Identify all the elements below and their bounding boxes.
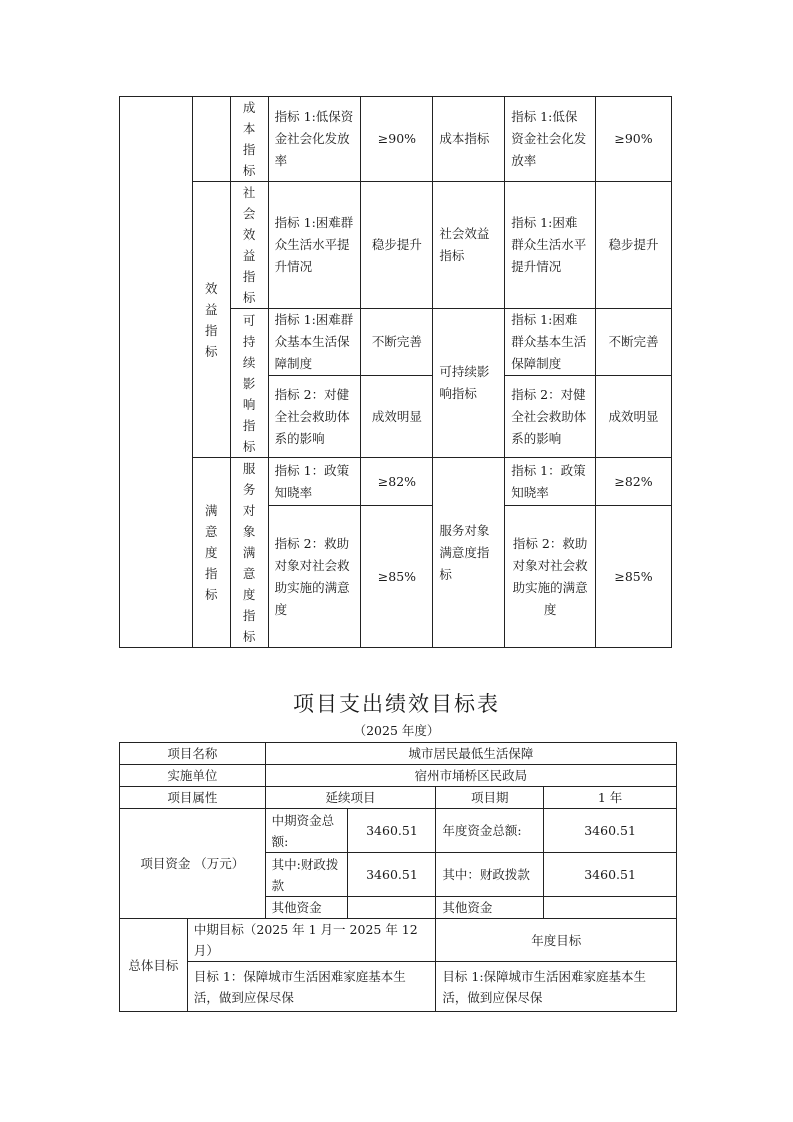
mid-total-value: 3460.51	[348, 809, 436, 853]
indicator-name-cell: 指标 1:困难群众生活水平提升情况	[268, 182, 361, 309]
year-fiscal-value: 3460.51	[544, 853, 677, 897]
year-goal-header: 年度目标	[436, 919, 677, 962]
mid-indicator-name-cell: 指标 2：救助对象对社会救助实施的满意度	[505, 506, 596, 648]
mid-indicator-name-cell: 指标 1：政策知晓率	[505, 458, 596, 506]
mid-other-label: 其他资金	[265, 897, 348, 919]
level3-indicator-cell: 成本指标	[230, 97, 268, 182]
indicator-name-cell: 指标 1:低保资金社会化发放率	[268, 97, 361, 182]
implementing-unit-label: 实施单位	[120, 765, 266, 787]
mid-indicator-value-cell: 稳步提升	[596, 182, 672, 309]
project-attribute-label: 项目属性	[120, 787, 266, 809]
mid-goal-header: 中期目标（2025 年 1 月一 2025 年 12 月）	[187, 919, 436, 962]
project-name-value: 城市居民最低生活保障	[265, 743, 676, 765]
year-total-value: 3460.51	[544, 809, 677, 853]
mid-level3-cell: 可持续影响指标	[433, 309, 505, 458]
indicator-name-cell: 指标 1：政策知晓率	[268, 458, 361, 506]
performance-indicator-table-continued	[119, 96, 672, 648]
year-other-value	[544, 897, 677, 919]
mid-other-value	[348, 897, 436, 919]
mid-level3-cell: 成本指标	[433, 97, 505, 182]
implementing-unit-value: 宿州市埇桥区民政局	[265, 765, 676, 787]
mid-level3-cell: 服务对象满意度指标	[433, 458, 505, 648]
mid-indicator-name-cell: 指标 1:困难群众基本生活保障制度	[505, 309, 596, 376]
level3-indicator-cell: 服务对象满意度指标	[230, 458, 268, 648]
level1-indicator-cell	[120, 97, 193, 648]
fiscal-year-label: （2025 年度）	[353, 723, 440, 738]
mid-indicator-name-cell: 指标 1:低保资金社会化发放率	[505, 97, 596, 182]
project-attribute-value: 延续项目	[265, 787, 436, 809]
indicator-value-cell: ≥82%	[361, 458, 433, 506]
year-total-label: 年度资金总额:	[436, 809, 544, 853]
mid-total-label: 中期资金总额:	[265, 809, 348, 853]
project-period-label: 项目期	[436, 787, 544, 809]
mid-indicator-value-cell: ≥82%	[596, 458, 672, 506]
mid-indicator-name-cell: 指标 2：对健全社会救助体系的影响	[505, 376, 596, 458]
indicator-value-cell: 成效明显	[361, 376, 433, 458]
mid-level3-cell: 社会效益指标	[433, 182, 505, 309]
mid-indicator-name-cell: 指标 1:困难群众生活水平提升情况	[505, 182, 596, 309]
year-other-label: 其他资金	[436, 897, 544, 919]
mid-indicator-value-cell: ≥90%	[596, 97, 672, 182]
project-period-value: 1 年	[544, 787, 677, 809]
project-name-label: 项目名称	[120, 743, 266, 765]
overall-goal-label: 总体目标	[120, 919, 188, 1012]
indicator-name-cell: 指标 1:困难群众基本生活保障制度	[268, 309, 361, 376]
mid-indicator-value-cell: ≥85%	[596, 506, 672, 648]
year-goal-text: 目标 1:保障城市生活困难家庭基本生活，做到应保尽保	[436, 962, 677, 1012]
mid-goal-text: 目标 1：保障城市生活困难家庭基本生活，做到应保尽保	[187, 962, 436, 1012]
level3-indicator-cell: 社会效益指标	[230, 182, 268, 309]
level2-indicator-cell: 效益指标	[192, 182, 230, 458]
level3-indicator-cell: 可持续影响指标	[230, 309, 268, 458]
indicator-value-cell: ≥90%	[361, 97, 433, 182]
mid-indicator-value-cell: 不断完善	[596, 309, 672, 376]
project-funds-label: 项目资金 （万元）	[120, 809, 266, 919]
mid-fiscal-value: 3460.51	[348, 853, 436, 897]
indicator-value-cell: 稳步提升	[361, 182, 433, 309]
level2-indicator-cell: 满意度指标	[192, 458, 230, 648]
indicator-value-cell: 不断完善	[361, 309, 433, 376]
project-performance-table	[119, 742, 677, 1012]
mid-indicator-value-cell: 成效明显	[596, 376, 672, 458]
indicator-name-cell: 指标 2：对健全社会救助体系的影响	[268, 376, 361, 458]
page-title: 项目支出绩效目标表	[293, 692, 500, 716]
indicator-name-cell: 指标 2：救助对象对社会救助实施的满意度	[268, 506, 361, 648]
year-fiscal-label: 其中：财政拨款	[436, 853, 544, 897]
level2-indicator-cell	[192, 97, 230, 182]
indicator-value-cell: ≥85%	[361, 506, 433, 648]
mid-fiscal-label: 其中:财政拨款	[265, 853, 348, 897]
